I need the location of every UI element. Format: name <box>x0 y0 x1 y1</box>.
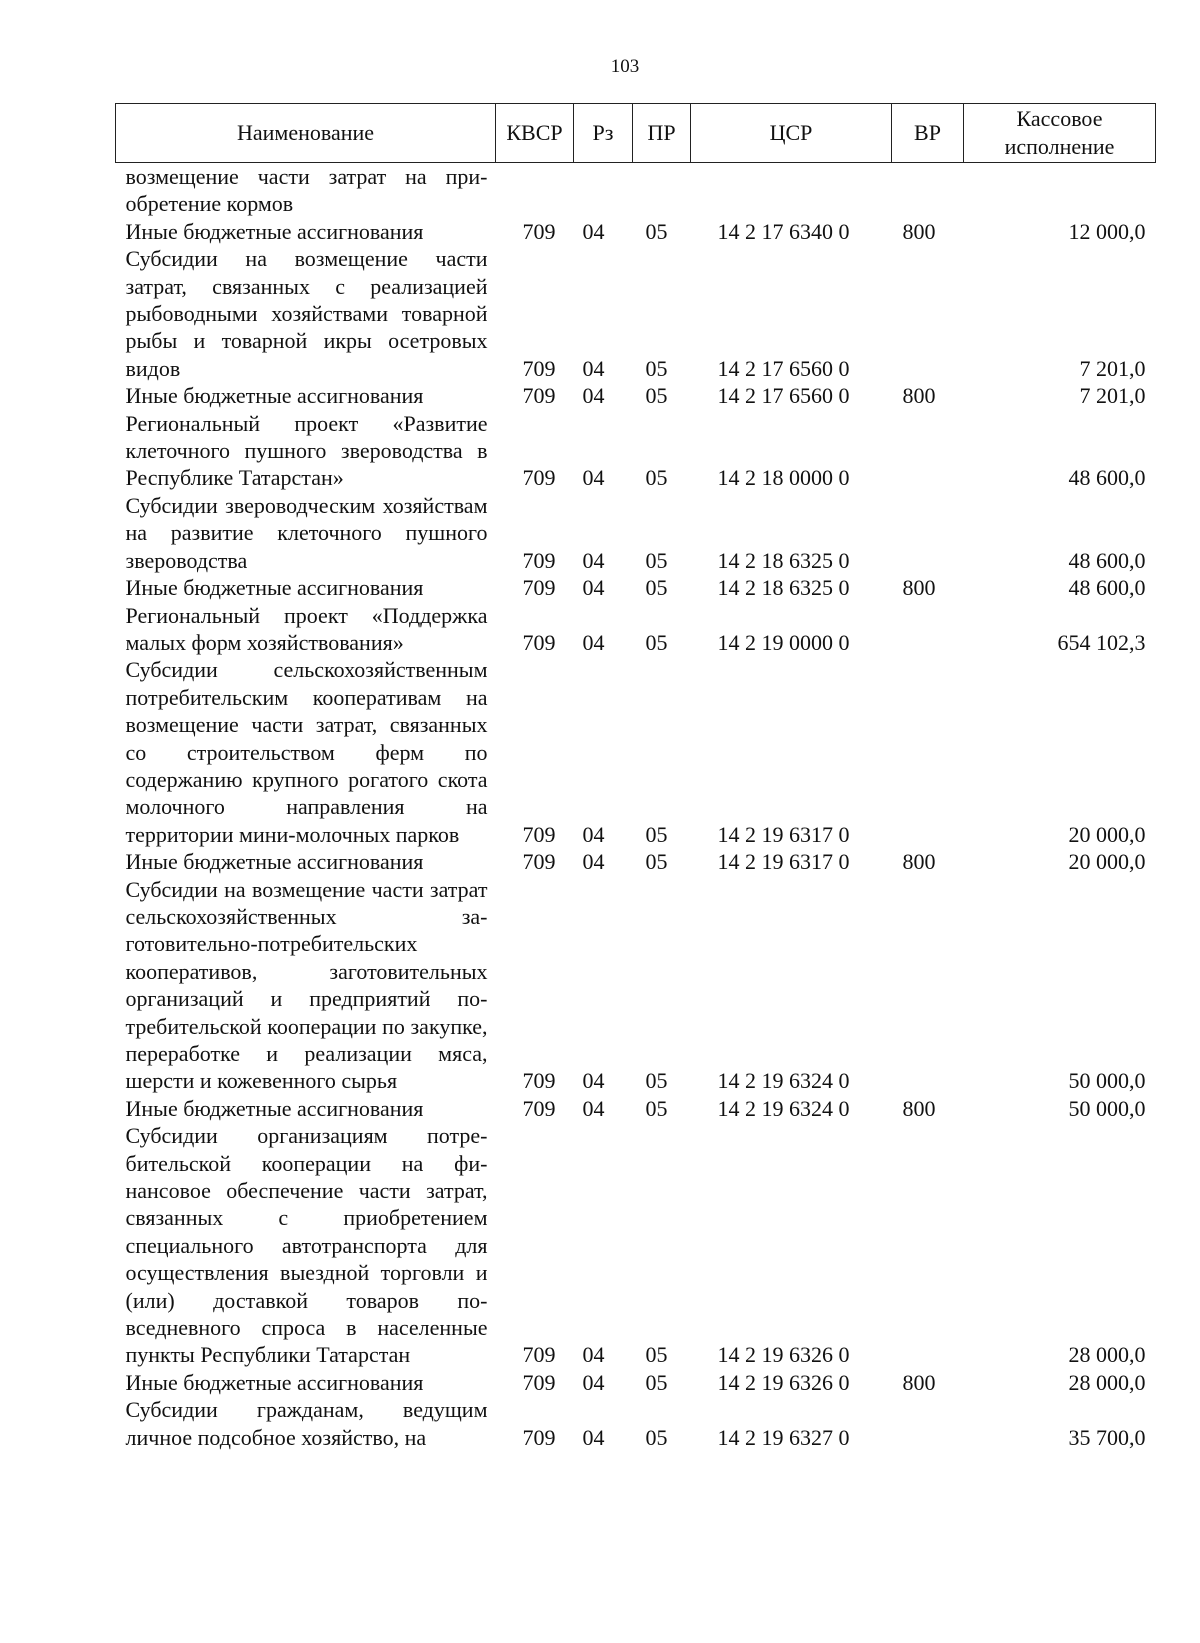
header-csr: ЦСР <box>691 104 892 163</box>
table-row <box>116 382 1156 409</box>
row-name: Субсидии на возмещение части затрат сельскохозяйственных заготовительно-потребительских кооперативов, заготовительных организаций и предприятий потребительской кооперации по закупке, переработке и реализации мяса, шерсти и кожевенного сырья <box>125 876 488 1094</box>
row-name: Региональный проект «Развитие клеточного пушного звероводства в Республике Татарстан» <box>125 410 488 491</box>
row-rz: 04 <box>582 218 605 244</box>
row-rz: 04 <box>582 629 605 655</box>
row-rz: 04 <box>582 547 605 573</box>
row-rz: 04 <box>582 383 605 409</box>
row-csr: 14 2 19 6327 0 <box>717 1424 850 1450</box>
table-row <box>116 163 1156 218</box>
row-kvsr: 709 <box>522 218 556 244</box>
row-csr: 14 2 17 6340 0 <box>717 218 850 244</box>
row-name: Иные бюджетные ассигнования <box>125 849 424 875</box>
row-csr: 14 2 19 6317 0 <box>717 821 850 847</box>
row-kvsr: 709 <box>522 1342 556 1368</box>
row-rz: 04 <box>582 849 605 875</box>
table-row <box>116 1396 1156 1451</box>
row-csr: 14 2 19 6324 0 <box>717 1068 850 1094</box>
row-amount: 28 000,0 <box>1068 1342 1146 1368</box>
row-pr: 05 <box>645 849 668 875</box>
row-csr: 14 2 17 6560 0 <box>717 355 850 381</box>
row-rz: 04 <box>582 821 605 847</box>
row-kvsr: 709 <box>522 1369 556 1395</box>
row-vr: 800 <box>902 1095 936 1121</box>
row-vr <box>892 656 964 848</box>
header-vr: ВР <box>892 104 964 163</box>
row-rz: 04 <box>582 1369 605 1395</box>
row-csr: 14 2 18 0000 0 <box>717 465 850 491</box>
row-kvsr: 709 <box>522 355 556 381</box>
table-row <box>116 848 1156 875</box>
row-name: Субсидии гражданам, ведущим личное подсобное хозяйство, на <box>125 1397 488 1450</box>
row-pr: 05 <box>645 1342 668 1368</box>
row-vr <box>892 602 964 657</box>
row-name: Субсидии организациям потребительской кооперации на финансовое обеспечение части затрат, связанных с приобретением специального автотранспорта для осуществления выездной торговли и (или) доставкой товаров повседневного спроса в населенные пункты Республики Татарстан <box>125 1123 488 1368</box>
row-pr <box>633 163 691 218</box>
table-row <box>116 218 1156 245</box>
row-vr: 800 <box>902 218 936 244</box>
row-amount: 654 102,3 <box>1057 629 1146 655</box>
row-amount: 48 600,0 <box>1068 465 1146 491</box>
row-amount: 7 201,0 <box>1079 383 1146 409</box>
row-kvsr: 709 <box>522 547 556 573</box>
row-pr: 05 <box>645 465 668 491</box>
row-name: возмещение части затрат на приобретение кормов <box>125 164 488 217</box>
table-row <box>116 1122 1156 1369</box>
row-amount: 28 000,0 <box>1068 1369 1146 1395</box>
row-vr <box>892 1122 964 1369</box>
header-name: Наименование <box>116 104 496 163</box>
row-amount: 20 000,0 <box>1068 849 1146 875</box>
row-kvsr: 709 <box>522 1424 556 1450</box>
row-pr: 05 <box>645 821 668 847</box>
header-cash-execution: Кассовое исполнение <box>964 104 1156 163</box>
row-amount: 20 000,0 <box>1068 821 1146 847</box>
table-row <box>116 492 1156 574</box>
row-amount: 50 000,0 <box>1068 1068 1146 1094</box>
row-rz: 04 <box>582 1095 605 1121</box>
row-name: Субсидии звероводческим хозяйствам на развитие клеточного пушного звероводства <box>125 492 488 573</box>
row-csr <box>691 163 892 218</box>
row-vr <box>892 492 964 574</box>
budget-table <box>115 103 1156 1451</box>
row-csr: 14 2 19 6326 0 <box>717 1342 850 1368</box>
row-pr: 05 <box>645 355 668 381</box>
row-vr <box>892 163 964 218</box>
row-rz: 04 <box>582 1424 605 1450</box>
row-amount: 12 000,0 <box>1068 218 1146 244</box>
row-amount: 48 600,0 <box>1068 547 1146 573</box>
row-vr <box>892 1396 964 1451</box>
row-rz: 04 <box>582 1342 605 1368</box>
header-kvsr: КВСР <box>496 104 574 163</box>
row-pr: 05 <box>645 1068 668 1094</box>
row-kvsr: 709 <box>522 629 556 655</box>
row-kvsr: 709 <box>522 1068 556 1094</box>
row-pr: 05 <box>645 547 668 573</box>
row-rz <box>574 163 633 218</box>
row-name: Иные бюджетные ассигнования <box>125 383 424 409</box>
row-kvsr <box>496 163 574 218</box>
row-pr: 05 <box>645 383 668 409</box>
row-vr <box>892 876 964 1095</box>
row-name: Субсидии на возмещение части затрат, связанных с реализацией рыбоводными хозяйствами товарной рыбы и товарной икры осетровых видов <box>125 246 488 381</box>
row-csr: 14 2 18 6325 0 <box>717 547 850 573</box>
table-row <box>116 574 1156 601</box>
row-rz: 04 <box>582 355 605 381</box>
row-vr: 800 <box>902 1369 936 1395</box>
row-pr: 05 <box>645 1424 668 1450</box>
row-pr: 05 <box>645 629 668 655</box>
row-amount: 35 700,0 <box>1068 1424 1146 1450</box>
row-csr: 14 2 19 6317 0 <box>717 849 850 875</box>
row-csr: 14 2 18 6325 0 <box>717 575 850 601</box>
table-row <box>116 1369 1156 1396</box>
header-rz: Рз <box>574 104 633 163</box>
row-vr: 800 <box>902 575 936 601</box>
row-amount: 50 000,0 <box>1068 1095 1146 1121</box>
table-row <box>116 410 1156 492</box>
row-pr: 05 <box>645 575 668 601</box>
row-name: Субсидии сельскохозяйственным потребительским кооперативам на возмещение части затрат, связанных со строительством ферм по содержанию крупного рогатого скота молочного направления на территории мини-молочных парков <box>125 657 488 847</box>
row-name: Иные бюджетные ассигнования <box>125 575 424 601</box>
table-row <box>116 1095 1156 1122</box>
row-name: Региональный проект «Поддержка малых форм хозяйствования» <box>125 602 488 655</box>
page-number: 103 <box>610 56 640 77</box>
row-vr <box>892 245 964 382</box>
row-amount: 48 600,0 <box>1068 575 1146 601</box>
row-amount: 7 201,0 <box>1079 355 1146 381</box>
row-csr: 14 2 19 0000 0 <box>717 629 850 655</box>
row-vr: 800 <box>902 383 936 409</box>
row-csr: 14 2 19 6326 0 <box>717 1369 850 1395</box>
row-kvsr: 709 <box>522 821 556 847</box>
row-name: Иные бюджетные ассигнования <box>125 1095 424 1121</box>
row-kvsr: 709 <box>522 465 556 491</box>
row-kvsr: 709 <box>522 575 556 601</box>
row-csr: 14 2 19 6324 0 <box>717 1095 850 1121</box>
table-row <box>116 602 1156 657</box>
row-rz: 04 <box>582 465 605 491</box>
row-vr: 800 <box>902 849 936 875</box>
row-csr: 14 2 17 6560 0 <box>717 383 850 409</box>
row-kvsr: 709 <box>522 383 556 409</box>
table-header-row <box>116 104 1156 163</box>
row-pr: 05 <box>645 1369 668 1395</box>
row-name: Иные бюджетные ассигнования <box>125 1369 424 1395</box>
row-kvsr: 709 <box>522 1095 556 1121</box>
table-row <box>116 876 1156 1095</box>
row-rz: 04 <box>582 575 605 601</box>
row-rz: 04 <box>582 1068 605 1094</box>
table-row <box>116 245 1156 382</box>
table-row <box>116 656 1156 848</box>
row-pr: 05 <box>645 1095 668 1121</box>
row-amount <box>964 163 1156 218</box>
header-pr: ПР <box>633 104 691 163</box>
row-vr <box>892 410 964 492</box>
row-kvsr: 709 <box>522 849 556 875</box>
row-pr: 05 <box>645 218 668 244</box>
table-body <box>116 163 1156 1452</box>
row-name: Иные бюджетные ассигнования <box>125 218 424 244</box>
